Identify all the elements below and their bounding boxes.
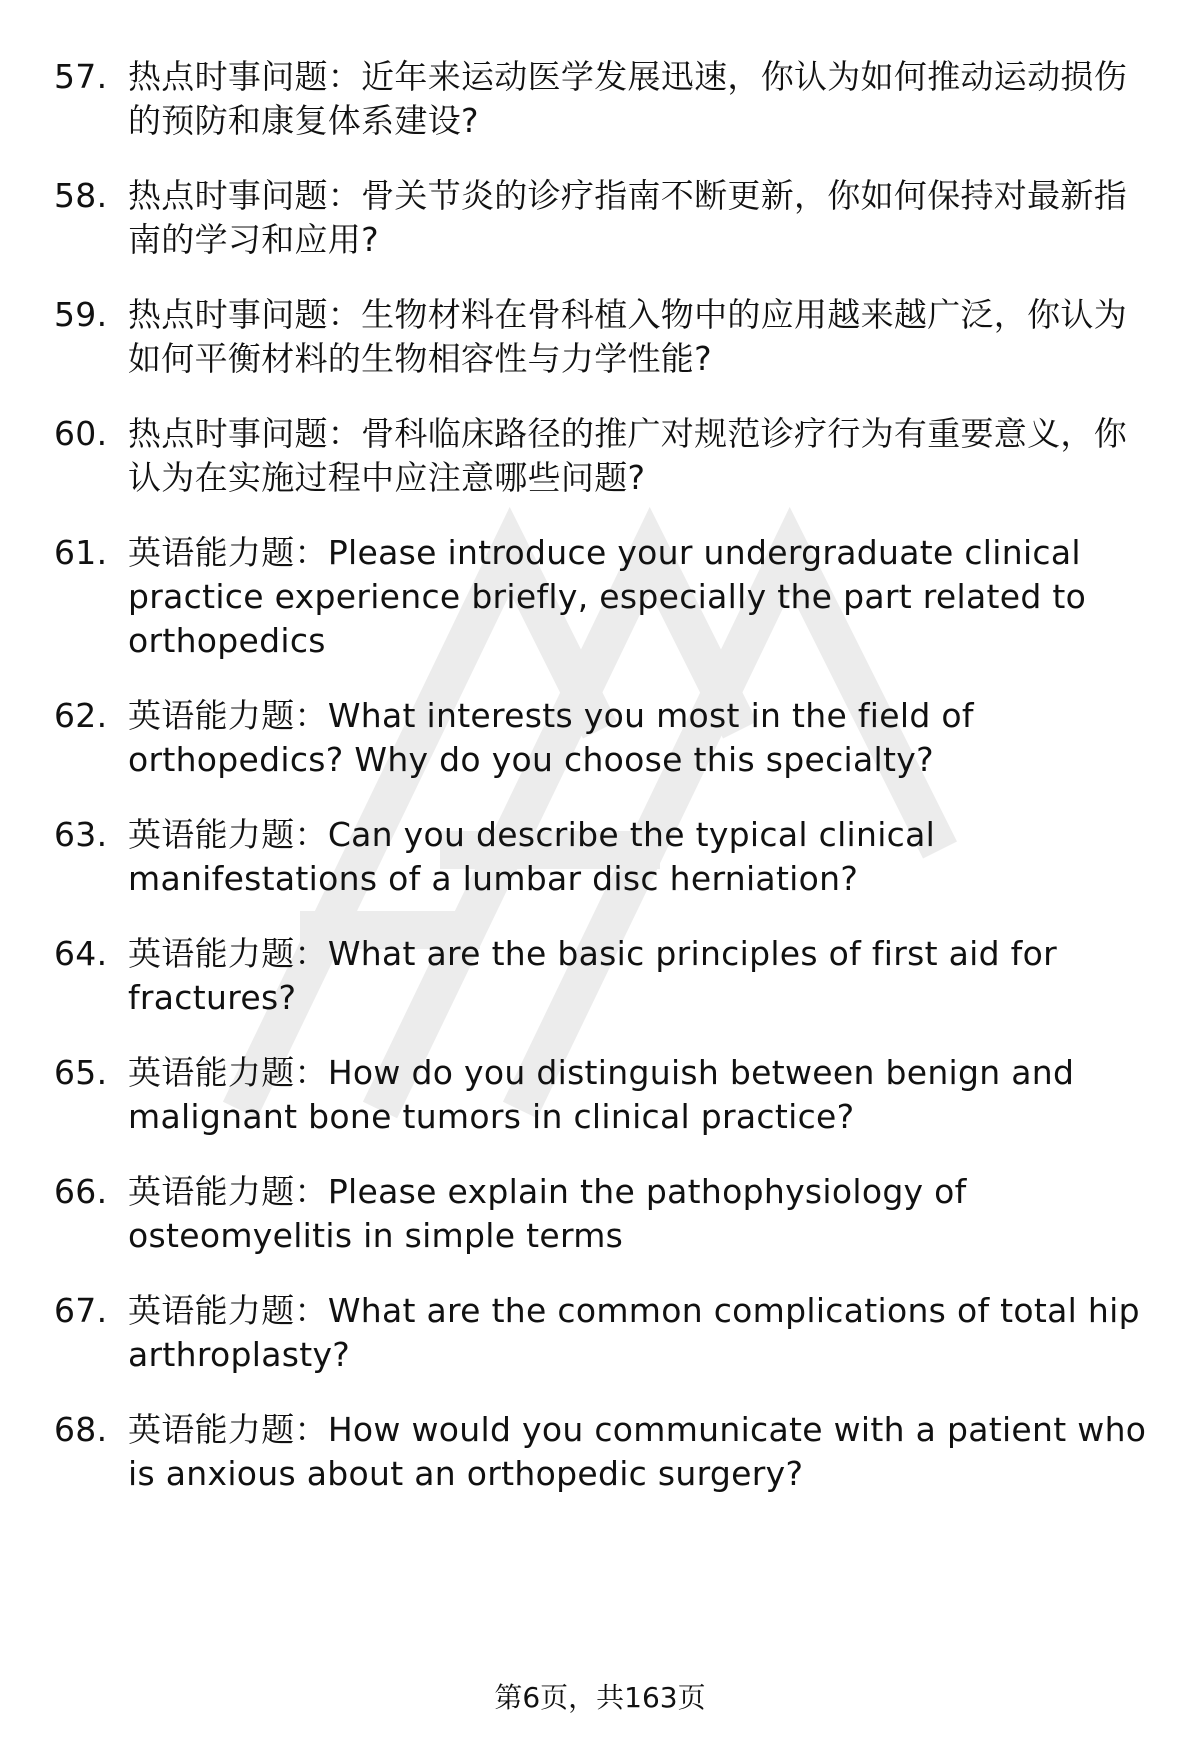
question-category: 英语能力题： — [128, 1291, 328, 1330]
question-category: 热点时事问题： — [128, 295, 362, 334]
question-number: 63. — [54, 815, 108, 854]
question-text: What are the common complications of total hip arthroplasty? — [128, 1291, 1140, 1374]
question-number: 58. — [54, 176, 108, 215]
question-item — [0, 412, 1200, 500]
question-text: What are the basic principles of first aid for fractures? — [128, 934, 1057, 1017]
question-item — [0, 813, 1200, 901]
question-item — [0, 293, 1200, 381]
question-number: 60. — [54, 414, 108, 453]
question-item — [0, 1170, 1200, 1258]
question-item — [0, 531, 1200, 663]
question-number: 67. — [54, 1291, 108, 1330]
question-list — [0, 55, 1200, 1527]
question-text: What interests you most in the field of orthopedics? Why do you choose this specialty? — [128, 696, 974, 779]
question-text: Please introduce your undergraduate clinical practice experience briefly, especially the part related to orthopedics — [128, 533, 1087, 660]
question-category: 热点时事问题： — [128, 57, 362, 96]
question-item — [0, 55, 1200, 143]
question-item — [0, 1051, 1200, 1139]
question-item — [0, 932, 1200, 1020]
question-item — [0, 1289, 1200, 1377]
question-number: 66. — [54, 1172, 108, 1211]
question-text: 骨科临床路径的推广对规范诊疗行为有重要意义，你认为在实施过程中应注意哪些问题? — [128, 414, 1128, 497]
question-text: 骨关节炎的诊疗指南不断更新，你如何保持对最新指南的学习和应用? — [128, 176, 1128, 259]
question-category: 热点时事问题： — [128, 176, 362, 215]
question-item — [0, 1408, 1200, 1496]
question-category: 热点时事问题： — [128, 414, 362, 453]
question-text: Please explain the pathophysiology of osteomyelitis in simple terms — [128, 1172, 967, 1255]
question-category: 英语能力题： — [128, 533, 328, 572]
question-number: 59. — [54, 295, 108, 334]
question-number: 64. — [54, 934, 108, 973]
question-number: 57. — [54, 57, 108, 96]
question-category: 英语能力题： — [128, 815, 328, 854]
question-number: 62. — [54, 696, 108, 735]
question-number: 68. — [54, 1410, 108, 1449]
question-text: How do you distinguish between benign and malignant bone tumors in clinical practice? — [128, 1053, 1075, 1136]
question-category: 英语能力题： — [128, 934, 328, 973]
question-category: 英语能力题： — [128, 696, 328, 735]
question-category: 英语能力题： — [128, 1410, 328, 1449]
question-number: 65. — [54, 1053, 108, 1092]
question-text: 近年来运动医学发展迅速，你认为如何推动运动损伤的预防和康复体系建设? — [128, 57, 1128, 140]
question-text: Can you describe the typical clinical manifestations of a lumbar disc herniation? — [128, 815, 936, 898]
question-category: 英语能力题： — [128, 1172, 328, 1211]
question-number: 61. — [54, 533, 108, 572]
question-item — [0, 694, 1200, 782]
question-text: How would you communicate with a patient who is anxious about an orthopedic surgery? — [128, 1410, 1147, 1493]
question-category: 英语能力题： — [128, 1053, 328, 1092]
question-text: 生物材料在骨科植入物中的应用越来越广泛，你认为如何平衡材料的生物相容性与力学性能? — [128, 295, 1128, 378]
page-footer: 第6页，共163页 — [494, 1681, 706, 1714]
question-item — [0, 174, 1200, 262]
